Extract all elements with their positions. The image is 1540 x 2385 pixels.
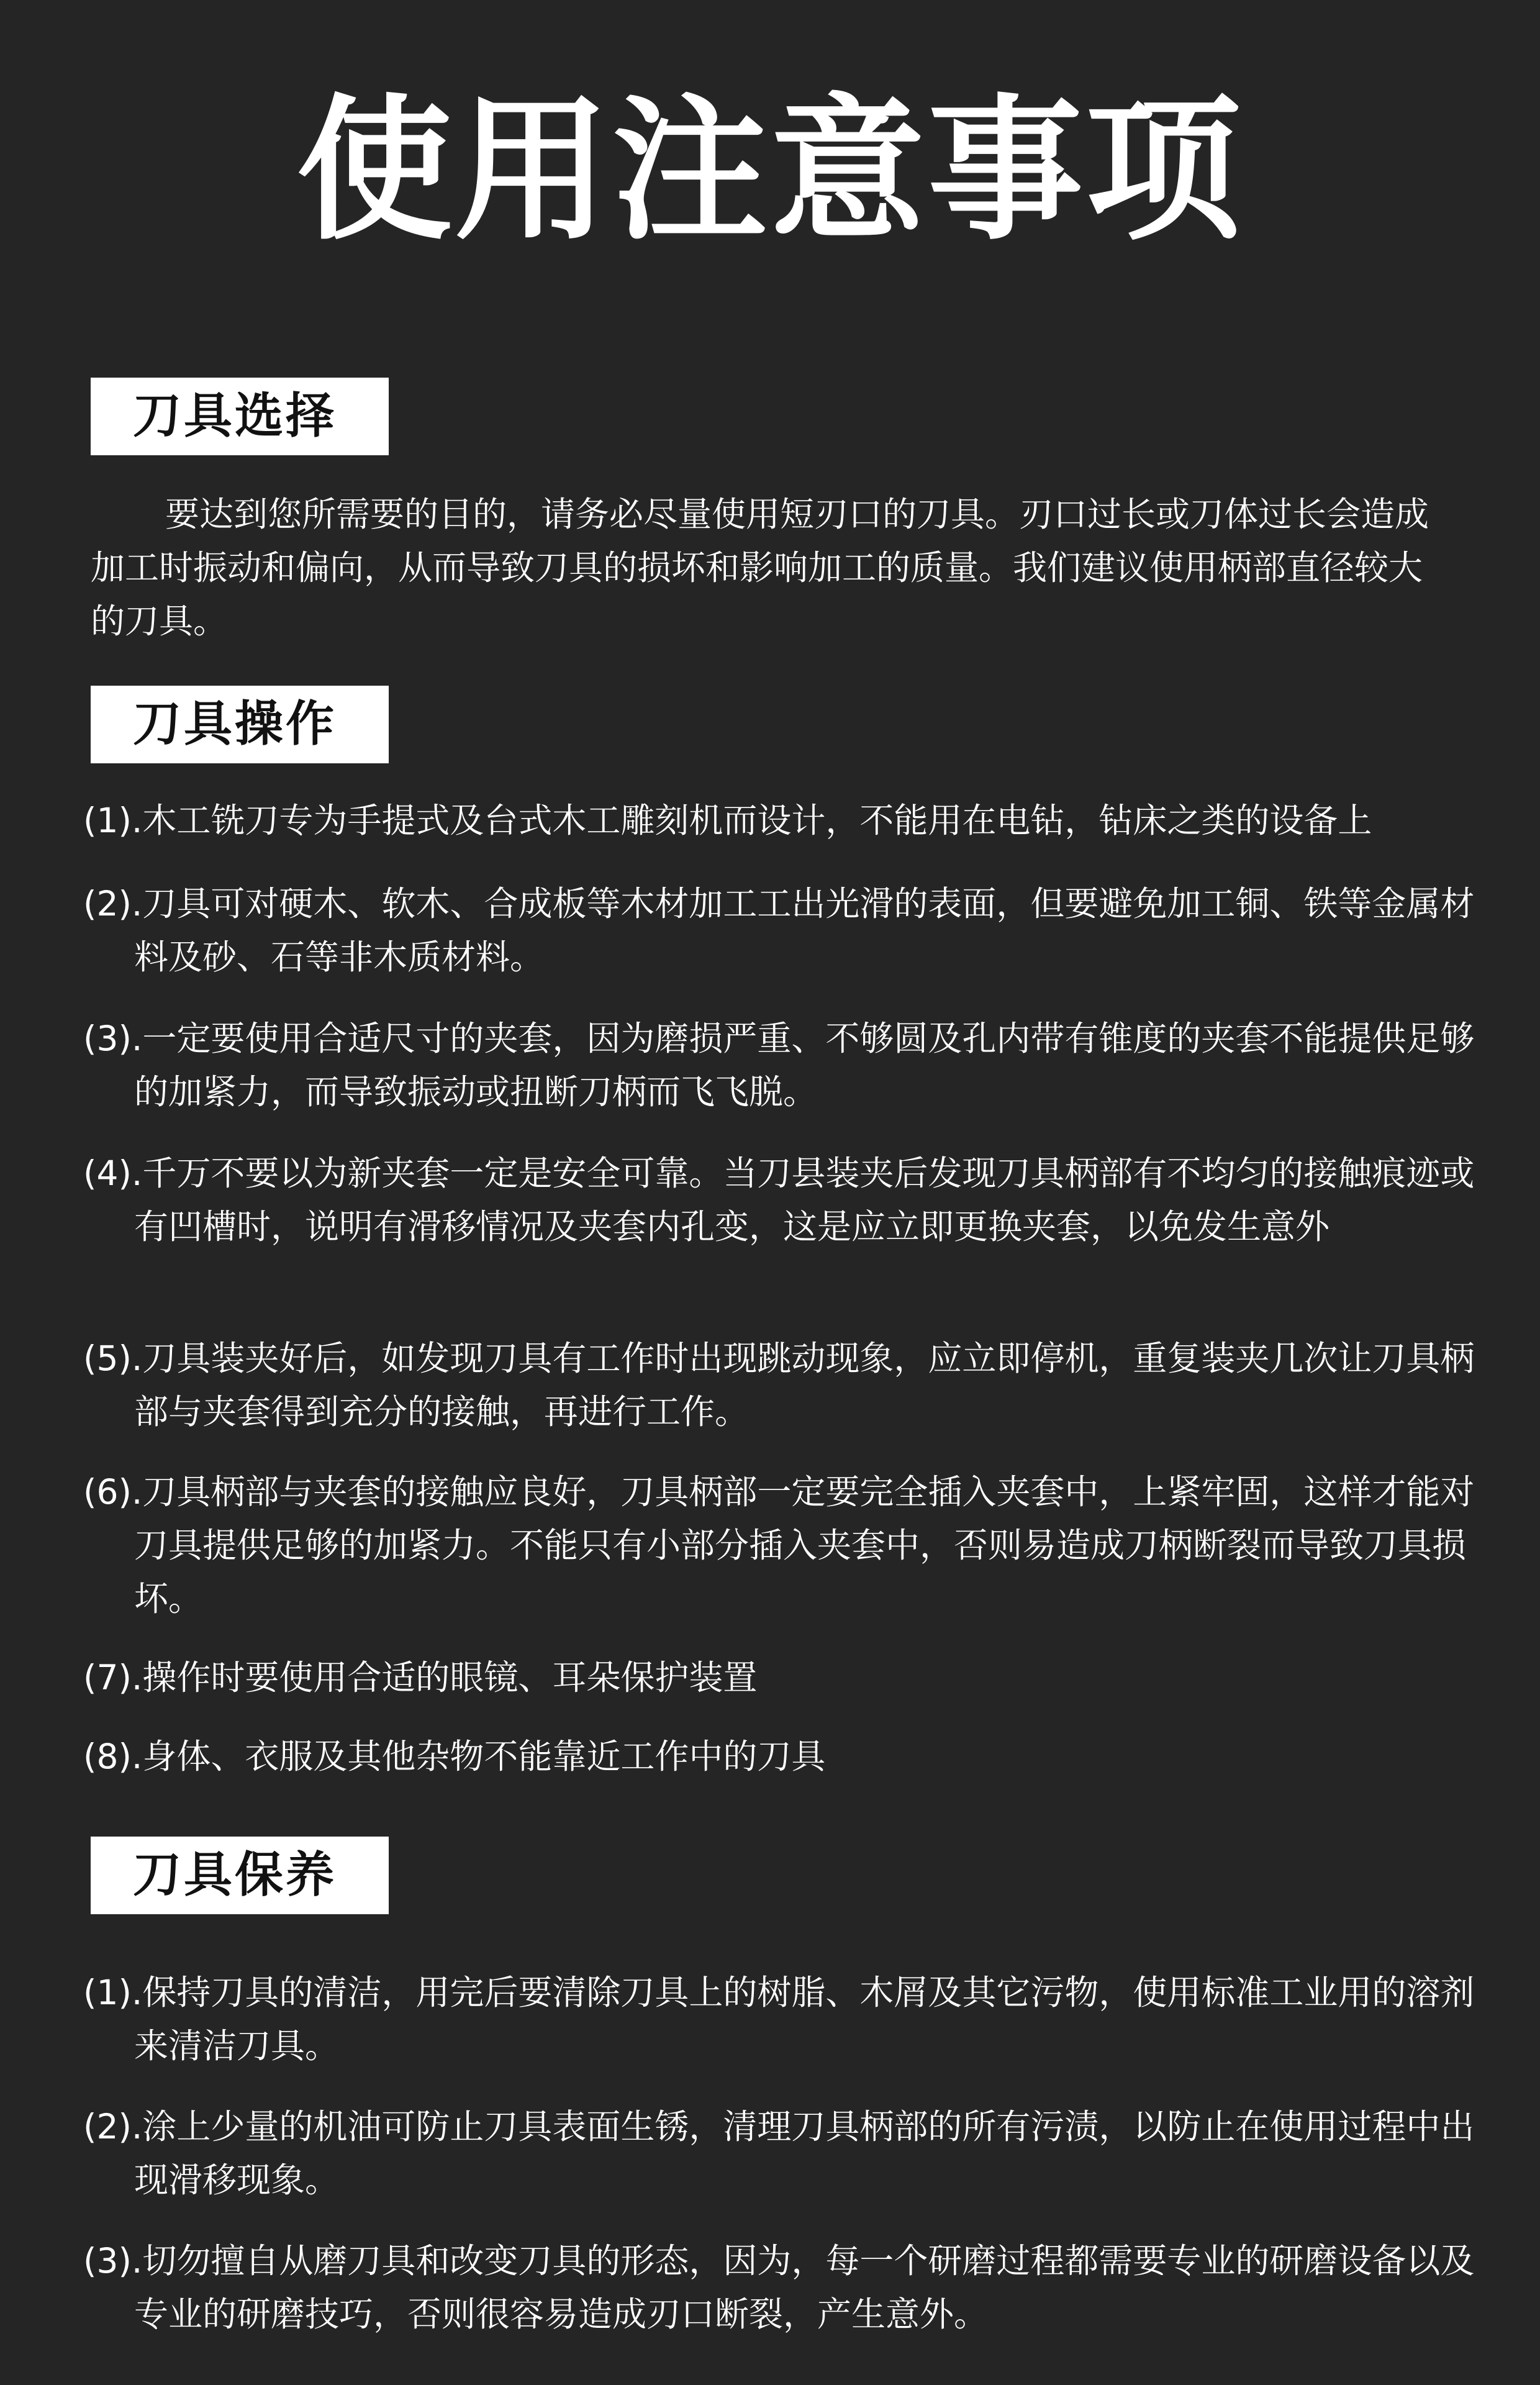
section-label-tool-operation: 刀具操作 [91, 686, 389, 763]
operation-item-1: (1).木工铣刀专为手提式及台式木工雕刻机而设计，不能用在电钻，钻床之类的设备上 [83, 801, 1372, 840]
maintenance-item-2: (2).涂上少量的机油可防止刀具表面生锈，清理刀具柄部的所有污渍，以防止在使用过程中出现滑移现象。 [83, 2107, 1475, 2200]
operation-item-5: (5).刀具装夹好后，如发现刀具有工作时出现跳动现象，应立即停机，重复装夹几次让刀具柄部与夹套得到充分的接触，再进行工作。 [83, 1338, 1475, 1432]
operation-item-4: (4).千万不要以为新夹套一定是安全可靠。当刀县装夹后发现刀具柄部有不均匀的接触痕迹或有凹槽时，说明有滑移情况及夹套内孔变，这是应立即更换夹套，以免发生意外 [83, 1153, 1475, 1247]
operation-item-7: (7).操作时要使用合适的眼镜、耳朵保护装置 [83, 1658, 758, 1697]
tool-selection-paragraph: 要达到您所需要的目的，请务必尽量使用短刃口的刀具。刃口过长或刀体过长会造成加工时振动和偏向，从而导致刀具的损坏和影响加工的质量。我们建议使用柄部直径较大的刀具。 [91, 494, 1429, 641]
page-title: 使用注意事项 [297, 80, 1243, 261]
section-label-tool-selection: 刀具选择 [91, 378, 389, 455]
operation-item-8: (8).身体、衣服及其他杂物不能靠近工作中的刀具 [83, 1737, 826, 1776]
maintenance-item-3: (3).切勿擅自从磨刀具和改变刀具的形态，因为，每一个研磨过程都需要专业的研磨设备以及专业的研磨技巧，否则很容易造成刃口断裂，产生意外。 [83, 2241, 1475, 2334]
operation-item-3: (3).一定要使用合适尺寸的夹套，因为磨损严重、不够圆及孔内带有锥度的夹套不能提供足够的加紧力，而导致振动或扭断刀柄而飞飞脱。 [83, 1019, 1475, 1112]
section-label-tool-maintenance: 刀具保养 [91, 1837, 389, 1914]
operation-item-6: (6).刀具柄部与夹套的接触应良好，刀具柄部一定要完全插入夹套中，上紧牢固，这样才能对刀具提供足够的加紧力。不能只有小部分插入夹套中，否则易造成刀柄断裂而导致刀具损坏。 [83, 1472, 1475, 1619]
operation-item-2: (2).刀具可对硬木、软木、合成板等木材加工工出光滑的表面，但要避免加工铜、铁等金属材料及砂、石等非木质材料。 [83, 884, 1475, 977]
maintenance-item-1: (1).保持刀具的清洁，用完后要清除刀具上的树脂、木屑及其它污物，使用标准工业用的溶剂来清洁刀具。 [83, 1973, 1475, 2066]
